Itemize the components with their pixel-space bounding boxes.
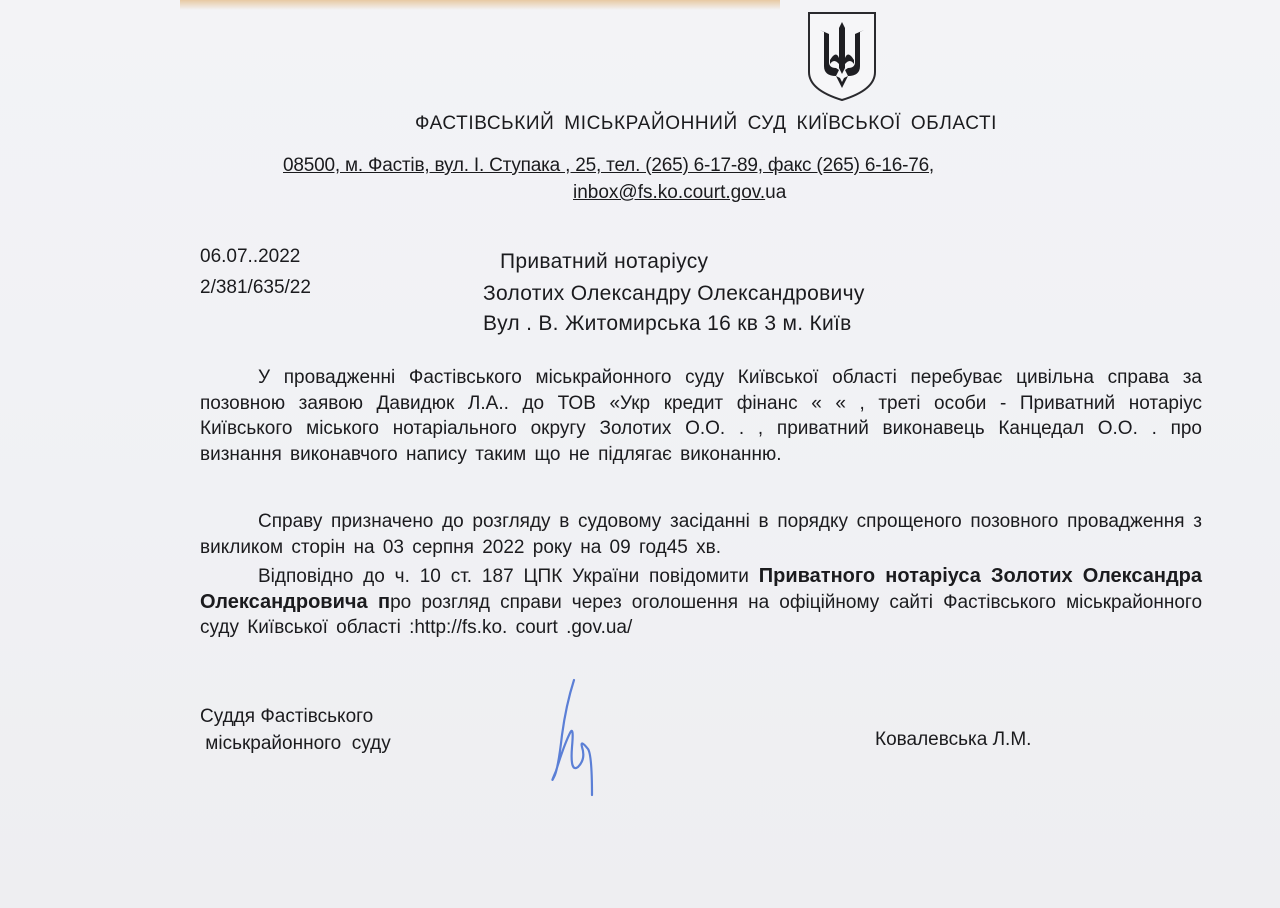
paragraph-3-start: Відповідно до ч. 10 ст. 187 ЦПК України повідомити bbox=[258, 566, 749, 587]
paragraph-3-end: ро розгляд справи через оголошення на офіційному сайті Фастівського міськрайонного суду Київської області :http://fs.ko. court .gov.ua/ bbox=[200, 591, 1203, 638]
tryzub-coat-of-arms-icon bbox=[806, 10, 878, 102]
judge-title-line-1: Суддя Фастівського bbox=[200, 706, 374, 727]
body-paragraph-1: У провадженні Фастівського міськрайонного суду Київської області перебуває цивільна справа за позовною заявою Давидюк Л.А.. до ТОВ «Укр кредит фінанс « « , треті особи - Приватний нотаріус Київського міського нотаріального округу Золотих О.О. . , приватний виконавець Канцедал О.О. . про визнання виконавчого напису таким що не підлягає виконанню. bbox=[200, 367, 1202, 465]
case-number: 2/381/635/22 bbox=[200, 277, 311, 298]
court-email bbox=[573, 182, 786, 204]
notary-name-bold: Приватного нотаріуса Золотих Олександра Олександровича п bbox=[200, 565, 1202, 613]
handwritten-signature bbox=[540, 675, 610, 805]
court-email-tail: ua bbox=[765, 182, 787, 203]
court-name: ФАСТІВСЬКИЙ МІСЬКРАЙОННИЙ СУД КИЇВСЬКОЇ ОБЛАСТІ bbox=[414, 113, 998, 134]
judge-title bbox=[200, 703, 391, 757]
recipient-address: Вул . В. Житомирська 16 кв 3 м. Київ bbox=[483, 312, 852, 335]
judge-title-line-2: міськрайонного суду bbox=[200, 733, 391, 754]
signature-stroke bbox=[552, 680, 592, 795]
body-paragraph-3 bbox=[200, 564, 1202, 641]
recipient-name: Золотих Олександру Олександровичу bbox=[483, 282, 865, 305]
court-address: 08500, м. Фастів, вул. І. Ступака , 25, тел. (265) 6-17-89, факс (265) 6-16-76, bbox=[283, 155, 935, 176]
judge-name: Ковалевська Л.М. bbox=[875, 729, 1032, 750]
recipient-title: Приватний нотаріусу bbox=[500, 250, 709, 273]
body-paragraph-2: Справу призначено до розгляду в судовому засіданні в порядку спрощеного позовного провадження з викликом сторін на 03 серпня 2022 року на 09 год45 хв. bbox=[200, 511, 1202, 558]
envelope-edge bbox=[180, 0, 780, 10]
court-email-link[interactable]: inbox@fs.ko.court.gov. bbox=[573, 182, 766, 203]
document-date: 06.07..2022 bbox=[200, 246, 301, 267]
